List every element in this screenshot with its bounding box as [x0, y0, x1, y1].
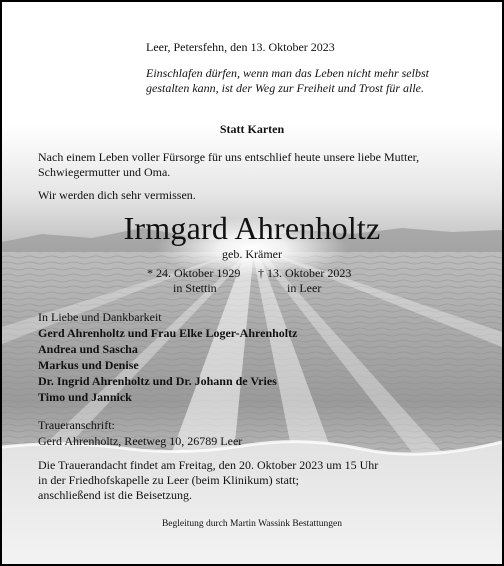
deceased-name: Irmgard Ahrenholtz — [123, 210, 381, 246]
intro-line-1: Nach einem Leben voller Fürsorge für uns entschlief heute unsere liebe Mutter, — [38, 150, 420, 164]
place-date: Leer, Petersfehn, den 13. Oktober 2023 — [146, 40, 335, 54]
address-line: Gerd Ahrenholtz, Reetweg 10, 26789 Leer — [38, 434, 243, 448]
notice-text — [2, 2, 502, 564]
birth-date: * 24. Oktober 1929 — [147, 266, 241, 280]
mourners-intro: In Liebe und Dankbarkeit — [38, 310, 162, 324]
quote-line-1: Einschlafen dürfen, wenn man das Leben nicht mehr selbst — [146, 66, 429, 80]
ceremony-line-1: Die Trauerandacht findet am Freitag, den 20. Oktober 2023 um 15 Uhr — [38, 458, 379, 472]
mourner-1: Gerd Ahrenholtz und Frau Elke Loger-Ahrenholtz — [38, 326, 298, 340]
ceremony-line-2: in der Friedhofskapelle zu Leer (beim Klinikum) statt; — [38, 473, 299, 487]
mourner-2: Andrea und Sascha — [38, 342, 138, 356]
intro-line-2: Schwiegermutter und Oma. — [38, 165, 171, 179]
maiden-name: geb. Krämer — [222, 247, 282, 261]
mourner-5: Timo und Jannick — [38, 390, 132, 404]
death-date: † 13. Oktober 2023 — [258, 266, 352, 280]
mourner-4: Dr. Ingrid Ahrenholtz und Dr. Johann de Vries — [38, 374, 277, 388]
funeral-home-credit: Begleitung durch Martin Wassink Bestattungen — [161, 519, 343, 529]
quote-line-2: gestalten kann, ist der Weg zur Freiheit und Trost für alle. — [146, 81, 424, 95]
death-place: in Leer — [287, 281, 322, 295]
mourner-3: Markus und Denise — [38, 358, 139, 372]
miss-line: Wir werden dich sehr vermissen. — [38, 188, 196, 202]
address-label: Traueranschrift: — [38, 418, 115, 432]
statt-karten-heading: Statt Karten — [219, 122, 285, 136]
ceremony-line-3: anschließend ist die Beisetzung. — [38, 488, 192, 502]
birth-place: in Stettin — [173, 281, 217, 295]
